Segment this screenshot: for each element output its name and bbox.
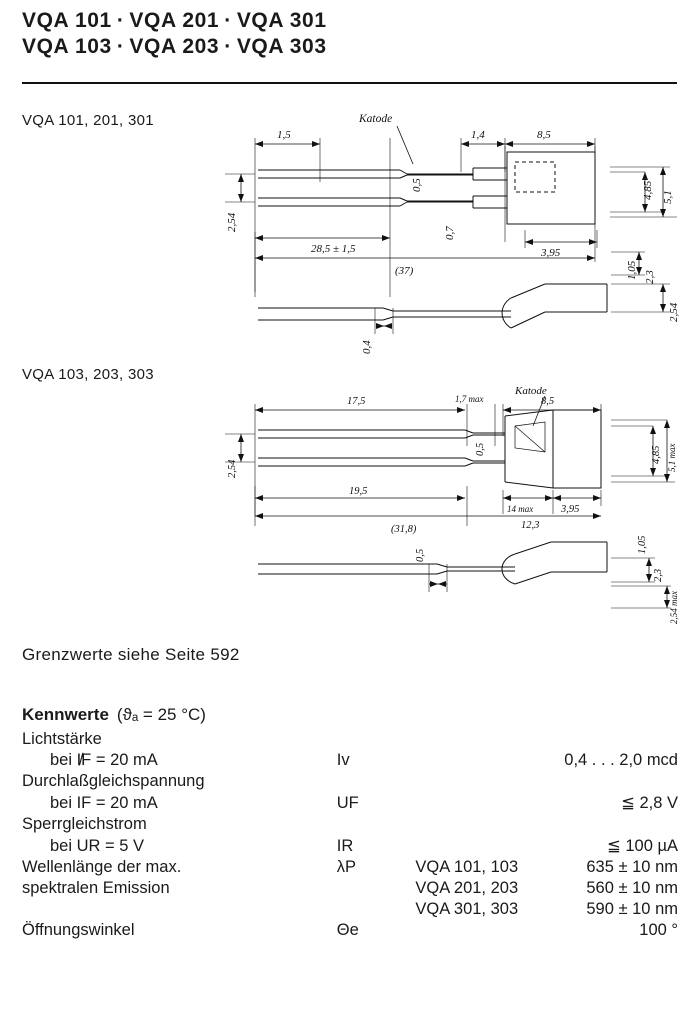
row-mid bbox=[415, 835, 564, 857]
page-title bbox=[22, 8, 682, 60]
dimension-text: 0,7 bbox=[444, 226, 456, 240]
row-value: ≦ 2,8 V bbox=[621, 794, 678, 812]
title-separator: · bbox=[116, 9, 125, 32]
dimension-text: (37) bbox=[395, 265, 414, 277]
row-value: 0,4 . . . 2,0 mcd bbox=[564, 751, 678, 769]
dimension-text: 1,5 bbox=[277, 129, 291, 141]
table-row bbox=[22, 899, 678, 920]
figure-callout: Katode bbox=[359, 113, 393, 125]
figure-2-label: VQA 103, 203, 303 bbox=[22, 366, 154, 383]
table-row bbox=[22, 729, 678, 750]
title-separator: · bbox=[116, 35, 125, 58]
title-part: VQA 201 bbox=[129, 9, 220, 32]
row-label bbox=[22, 899, 337, 920]
row-symbol: UF bbox=[336, 794, 359, 812]
dimension-text: 0,5 bbox=[411, 178, 423, 192]
row-mid bbox=[415, 792, 564, 814]
dimension-text: 1,4 bbox=[471, 129, 485, 141]
title-part: VQA 103 bbox=[22, 35, 112, 58]
row-mid bbox=[415, 814, 564, 835]
row-value bbox=[564, 814, 678, 835]
characteristics-section bbox=[22, 705, 682, 941]
row-label: Wellenlänge der max. bbox=[22, 858, 182, 876]
row-mid bbox=[415, 729, 564, 750]
title-line-2 bbox=[22, 34, 682, 60]
row-mid bbox=[415, 750, 564, 771]
row-symbol bbox=[337, 729, 416, 750]
row-label: spektralen Emission bbox=[22, 879, 170, 897]
title-separator: · bbox=[224, 9, 232, 32]
row-mid bbox=[415, 920, 564, 941]
row-label: Öffnungswinkel bbox=[22, 921, 135, 939]
row-label: bei I̸F = 20 mA bbox=[50, 751, 158, 769]
dimension-text: 0,5 bbox=[415, 548, 426, 562]
figure-2-drawing bbox=[215, 386, 685, 634]
dimension-text: 2,3 bbox=[653, 568, 664, 582]
row-label: Lichtstärke bbox=[22, 730, 102, 748]
figure-1-label: VQA 101, 201, 301 bbox=[22, 112, 154, 129]
dimension-text: 2,54 bbox=[227, 459, 238, 478]
dimension-text: 5,1 bbox=[662, 190, 674, 204]
row-symbol bbox=[337, 899, 416, 920]
characteristics-title: Kennwerte bbox=[22, 705, 109, 724]
row-symbol bbox=[337, 771, 416, 792]
dimension-text: 3,95 bbox=[541, 247, 561, 259]
row-mid bbox=[415, 771, 564, 792]
figure-callout: Katode bbox=[515, 386, 547, 397]
table-row bbox=[22, 857, 678, 878]
dimension-text: (31,8) bbox=[391, 524, 417, 535]
row-value bbox=[564, 771, 678, 792]
row-symbol bbox=[337, 814, 416, 835]
characteristics-table bbox=[22, 729, 678, 941]
row-symbol bbox=[337, 878, 416, 899]
title-part: VQA 303 bbox=[236, 35, 327, 58]
table-row bbox=[22, 750, 678, 771]
dimension-text: 3,95 bbox=[561, 504, 580, 515]
row-value: 100 ° bbox=[639, 921, 678, 939]
row-symbol: Iv bbox=[336, 751, 350, 769]
dimension-text: 12,3 bbox=[521, 520, 540, 531]
row-symbol: IR bbox=[336, 837, 354, 855]
dimension-text: 8,5 bbox=[541, 396, 555, 407]
characteristics-condition: (ϑₐ = 25 °C) bbox=[116, 705, 206, 724]
dimension-text: 28,5 ± 1,5 bbox=[311, 243, 356, 255]
dimension-text: 2,54 bbox=[668, 302, 680, 322]
dimension-text: 1,05 bbox=[626, 260, 638, 280]
table-row bbox=[22, 920, 678, 941]
dimension-text: 0,4 bbox=[361, 340, 373, 354]
title-part: VQA 301 bbox=[236, 9, 327, 32]
title-part: VQA 101 bbox=[22, 9, 112, 32]
row-symbol: Θe bbox=[336, 921, 359, 939]
dimension-text: 2,54 bbox=[226, 212, 238, 232]
dimension-text: 1,7 max bbox=[455, 394, 484, 404]
dimension-text: 17,5 bbox=[347, 396, 366, 407]
dimension-text: 2,54 max bbox=[669, 591, 679, 624]
reference-note: Grenzwerte siehe Seite 592 bbox=[22, 645, 240, 664]
table-row bbox=[22, 835, 678, 857]
row-value: 590 ± 10 nm bbox=[586, 900, 678, 918]
row-symbol: λP bbox=[336, 858, 357, 876]
title-part: VQA 203 bbox=[129, 35, 220, 58]
row-mid: VQA 101, 103 bbox=[415, 858, 519, 876]
dimension-text: 2,3 bbox=[644, 270, 656, 284]
title-line-1 bbox=[22, 8, 682, 34]
table-row bbox=[22, 792, 678, 814]
dimension-text: 19,5 bbox=[349, 486, 368, 497]
dimension-text: 8,5 bbox=[537, 129, 551, 141]
dimension-text: 1,05 bbox=[637, 535, 648, 554]
title-separator: · bbox=[224, 35, 232, 58]
characteristics-heading bbox=[22, 705, 682, 725]
row-value: 635 ± 10 nm bbox=[586, 858, 678, 876]
table-row bbox=[22, 771, 678, 792]
row-label: bei IF = 20 mA bbox=[50, 794, 158, 812]
table-row bbox=[22, 814, 678, 835]
row-mid: VQA 201, 203 bbox=[415, 879, 519, 897]
row-label: Durchlaßgleichspannung bbox=[22, 772, 205, 790]
header-divider bbox=[22, 82, 677, 84]
row-label: Sperrgleichstrom bbox=[22, 815, 147, 833]
row-value bbox=[564, 729, 678, 750]
dimension-text: 4,85 bbox=[651, 445, 662, 464]
dimension-text: 0,5 bbox=[475, 442, 486, 456]
row-mid: VQA 301, 303 bbox=[415, 900, 519, 918]
row-label: bei UR = 5 V bbox=[50, 837, 145, 855]
dimension-text: 4,85 bbox=[642, 180, 654, 200]
row-value: ≦ 100 µA bbox=[606, 837, 678, 855]
dimension-text: 5,1 max bbox=[667, 443, 677, 472]
dimension-text: 14 max bbox=[507, 504, 534, 514]
table-row bbox=[22, 878, 678, 899]
figure-1-drawing bbox=[215, 112, 685, 360]
row-value: 560 ± 10 nm bbox=[586, 879, 678, 897]
